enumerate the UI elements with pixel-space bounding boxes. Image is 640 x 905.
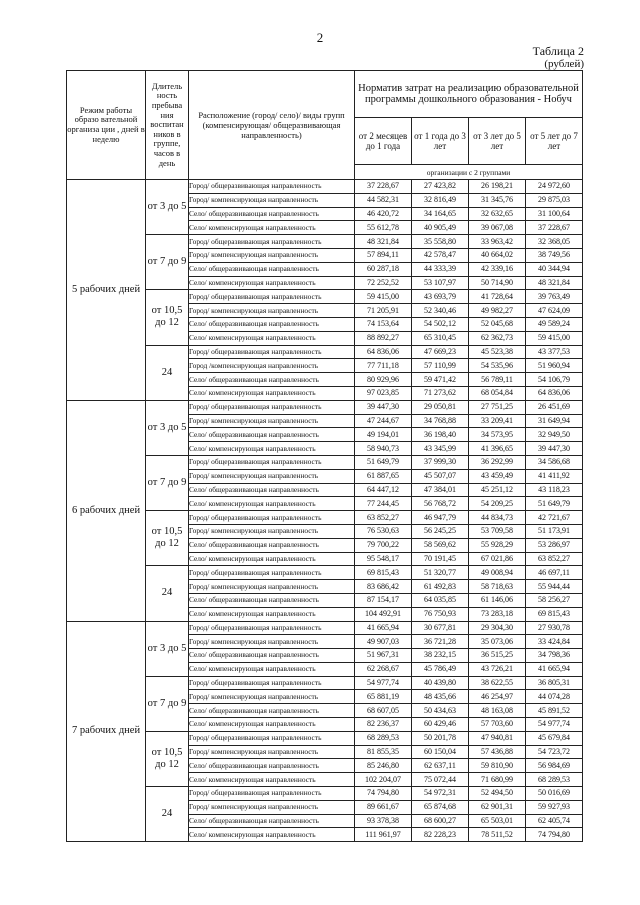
value-cell: 41 665,94 [526,662,583,676]
value-cell: 36 721,28 [412,635,469,649]
mode-cell: 6 рабочих дней [67,400,146,621]
value-cell: 85 246,80 [355,759,412,773]
value-cell: 93 378,38 [355,814,412,828]
value-cell: 54 977,74 [526,718,583,732]
value-cell: 34 586,68 [526,455,583,469]
value-cell: 34 164,65 [412,207,469,221]
duration-cell: 24 [146,345,189,400]
value-cell: 43 377,53 [526,345,583,359]
value-cell: 30 677,81 [412,621,469,635]
value-cell: 40 344,94 [526,262,583,276]
location-cell: Город/ общеразвивающая направленность [189,621,355,635]
duration-cell: от 3 до 5 [146,621,189,676]
value-cell: 45 523,38 [469,345,526,359]
value-cell: 67 021,86 [469,552,526,566]
value-cell: 54 106,79 [526,373,583,387]
value-cell: 59 927,93 [526,800,583,814]
table-row [67,400,583,414]
value-cell: 41 665,94 [355,621,412,635]
location-cell: Село/ общеразвивающая направленность [189,483,355,497]
location-cell: Город/ общеразвивающая направленность [189,345,355,359]
value-cell: 41 396,65 [469,442,526,456]
value-cell: 47 244,67 [355,414,412,428]
location-cell: Село/ общеразвивающая направленность [189,704,355,718]
location-cell: Село/ компенсирующая направленность [189,718,355,732]
value-cell: 34 768,88 [412,414,469,428]
value-cell: 63 852,27 [526,552,583,566]
page-number: 2 [316,30,324,45]
value-cell: 46 697,11 [526,566,583,580]
value-cell: 48 321,84 [526,276,583,290]
value-cell: 33 963,42 [469,235,526,249]
value-cell: 63 852,27 [355,511,412,525]
location-cell: Город/ общеразвивающая направленность [189,455,355,469]
value-cell: 69 815,43 [526,607,583,621]
value-cell: 65 874,68 [412,800,469,814]
value-cell: 50 714,90 [469,276,526,290]
value-cell: 52 340,46 [412,304,469,318]
location-cell: Село/ компенсирующая направленность [189,773,355,787]
value-cell: 72 252,52 [355,276,412,290]
location-cell: Село/ общеразвивающая направленность [189,373,355,387]
value-cell: 41 411,92 [526,469,583,483]
value-cell: 39 067,08 [469,221,526,235]
location-cell: Город/ компенсирующая направленность [189,414,355,428]
value-cell: 60 429,46 [412,718,469,732]
value-cell: 47 624,09 [526,304,583,318]
value-cell: 89 661,67 [355,800,412,814]
value-cell: 54 209,25 [469,497,526,511]
value-cell: 40 664,02 [469,248,526,262]
value-cell: 51 320,77 [412,566,469,580]
duration-cell: от 7 до 9 [146,676,189,731]
value-cell: 46 947,79 [412,511,469,525]
value-cell: 62 901,31 [469,800,526,814]
value-cell: 31 345,76 [469,193,526,207]
value-cell: 65 881,19 [355,690,412,704]
location-cell: Город/ компенсирующая направленность [189,635,355,649]
value-cell: 33 424,84 [526,635,583,649]
value-cell: 40 439,80 [412,676,469,690]
value-cell: 57 436,88 [469,745,526,759]
value-cell: 39 447,30 [526,442,583,456]
duration-cell: от 10,5 до 12 [146,511,189,566]
value-cell: 49 907,03 [355,635,412,649]
value-cell: 59 471,42 [412,373,469,387]
duration-cell: 24 [146,787,189,842]
value-cell: 79 700,22 [355,538,412,552]
header-norm: Норматив затрат на реализацию образовательной программы дошкольного образования - Нобуч [355,71,583,118]
value-cell: 44 074,28 [526,690,583,704]
value-cell: 44 333,39 [412,262,469,276]
value-cell: 56 245,25 [412,524,469,538]
value-cell: 71 680,99 [469,773,526,787]
location-cell: Село/ компенсирующая направленность [189,331,355,345]
value-cell: 50 434,63 [412,704,469,718]
value-cell: 43 459,49 [469,469,526,483]
location-cell: Село/ общеразвивающая направленность [189,428,355,442]
table-row [67,180,583,194]
value-cell: 26 198,21 [469,180,526,194]
location-cell: Город/ компенсирующая направленность [189,745,355,759]
value-cell: 62 405,74 [526,814,583,828]
value-cell: 36 198,40 [412,428,469,442]
value-cell: 65 503,01 [469,814,526,828]
table-unit: (рублей) [544,58,584,70]
value-cell: 42 339,16 [469,262,526,276]
value-cell: 61 492,83 [412,580,469,594]
location-cell: Село/ общеразвивающая направленность [189,649,355,663]
value-cell: 45 891,52 [526,704,583,718]
value-cell: 37 228,67 [355,180,412,194]
value-cell: 62 362,73 [469,331,526,345]
value-cell: 40 905,49 [412,221,469,235]
value-cell: 43 726,21 [469,662,526,676]
value-cell: 34 798,36 [526,649,583,663]
location-cell: Город/ общеразвивающая направленность [189,290,355,304]
value-cell: 54 972,31 [412,787,469,801]
value-cell: 53 107,97 [412,276,469,290]
value-cell: 57 894,11 [355,248,412,262]
value-cell: 68 289,53 [355,731,412,745]
value-cell: 54 723,72 [526,745,583,759]
value-cell: 73 283,18 [469,607,526,621]
duration-cell: от 3 до 5 [146,400,189,455]
value-cell: 37 228,67 [526,221,583,235]
value-cell: 71 205,91 [355,304,412,318]
value-cell: 88 892,27 [355,331,412,345]
value-cell: 45 786,49 [412,662,469,676]
value-cell: 53 286,97 [526,538,583,552]
value-cell: 42 721,67 [526,511,583,525]
duration-cell: от 7 до 9 [146,455,189,510]
location-cell: Город/ общеразвивающая направленность [189,676,355,690]
value-cell: 102 204,07 [355,773,412,787]
value-cell: 32 632,65 [469,207,526,221]
value-cell: 59 810,90 [469,759,526,773]
location-cell: Город/ общеразвивающая направленность [189,731,355,745]
value-cell: 82 228,23 [412,828,469,842]
value-cell: 49 982,27 [469,304,526,318]
value-cell: 62 268,67 [355,662,412,676]
value-cell: 45 251,12 [469,483,526,497]
location-cell: Город/ компенсирующая направленность [189,690,355,704]
value-cell: 61 887,65 [355,469,412,483]
value-cell: 68 054,84 [469,386,526,400]
value-cell: 77 244,45 [355,497,412,511]
location-cell: Город /компенсирующая направленность [189,359,355,373]
value-cell: 42 578,47 [412,248,469,262]
value-cell: 47 669,23 [412,345,469,359]
value-cell: 27 423,82 [412,180,469,194]
location-cell: Село/ общеразвивающая направленность [189,759,355,773]
value-cell: 32 816,49 [412,193,469,207]
value-cell: 47 384,01 [412,483,469,497]
value-cell: 104 492,91 [355,607,412,621]
value-cell: 45 507,07 [412,469,469,483]
value-cell: 80 929,96 [355,373,412,387]
value-cell: 51 649,79 [355,455,412,469]
value-cell: 38 622,55 [469,676,526,690]
value-cell: 44 582,31 [355,193,412,207]
location-cell: Село/ компенсирующая направленность [189,386,355,400]
value-cell: 53 709,58 [469,524,526,538]
value-cell: 51 173,91 [526,524,583,538]
value-cell: 111 961,97 [355,828,412,842]
value-cell: 62 637,11 [412,759,469,773]
location-cell: Город/ компенсирующая направленность [189,469,355,483]
value-cell: 43 693,79 [412,290,469,304]
value-cell: 83 686,42 [355,580,412,594]
value-cell: 31 649,94 [526,414,583,428]
value-cell: 59 415,00 [526,331,583,345]
value-cell: 68 600,27 [412,814,469,828]
value-cell: 78 511,52 [469,828,526,842]
value-cell: 57 110,99 [412,359,469,373]
value-cell: 41 728,64 [469,290,526,304]
header-age-1: от 2 месяцев до 1 года [355,118,412,165]
value-cell: 68 607,05 [355,704,412,718]
value-cell: 97 023,85 [355,386,412,400]
value-cell: 64 836,06 [355,345,412,359]
duration-cell: от 10,5 до 12 [146,290,189,345]
value-cell: 65 310,45 [412,331,469,345]
value-cell: 74 794,80 [355,787,412,801]
table-body [67,180,583,842]
location-cell: Село/ компенсирующая направленность [189,497,355,511]
location-cell: Город/ общеразвивающая направленность [189,566,355,580]
value-cell: 76 530,63 [355,524,412,538]
location-cell: Город/ общеразвивающая направленность [189,400,355,414]
value-cell: 50 016,69 [526,787,583,801]
header-location: Расположение (город/ село)/ виды групп (компенсирующая/ общеразвивающая направленность) [189,71,355,180]
value-cell: 57 703,60 [469,718,526,732]
value-cell: 58 569,62 [412,538,469,552]
location-cell: Село/ общеразвивающая направленность [189,317,355,331]
value-cell: 32 949,50 [526,428,583,442]
value-cell: 69 815,43 [355,566,412,580]
location-cell: Село/ компенсирующая направленность [189,828,355,842]
value-cell: 77 711,18 [355,359,412,373]
value-cell: 37 999,30 [412,455,469,469]
value-cell: 49 008,94 [469,566,526,580]
value-cell: 38 749,56 [526,248,583,262]
location-cell: Село/ общеразвивающая направленность [189,262,355,276]
location-cell: Село/ общеразвивающая направленность [189,538,355,552]
location-cell: Город/ компенсирующая направленность [189,304,355,318]
value-cell: 52 045,68 [469,317,526,331]
location-cell: Город/ общеразвивающая направленность [189,235,355,249]
value-cell: 39 447,30 [355,400,412,414]
duration-cell: от 10,5 до 12 [146,731,189,786]
mode-cell: 5 рабочих дней [67,180,146,401]
value-cell: 29 050,81 [412,400,469,414]
value-cell: 44 834,73 [469,511,526,525]
value-cell: 52 494,50 [469,787,526,801]
value-cell: 74 794,80 [526,828,583,842]
value-cell: 55 928,29 [469,538,526,552]
header-duration: Длитель ность пребыва ния воспитан ников в группе, часов в день [146,71,189,180]
location-cell: Город/ компенсирующая направленность [189,524,355,538]
value-cell: 55 944,44 [526,580,583,594]
value-cell: 54 535,96 [469,359,526,373]
location-cell: Село/ общеразвивающая направленность [189,814,355,828]
value-cell: 60 287,18 [355,262,412,276]
header-age-2: от 1 года до 3 лет [412,118,469,165]
value-cell: 56 768,72 [412,497,469,511]
value-cell: 51 649,79 [526,497,583,511]
header-mode: Режим работы образо вательной организа ции , дней в неделю [67,71,146,180]
value-cell: 71 273,62 [412,386,469,400]
location-cell: Село/ компенсирующая направленность [189,276,355,290]
table-caption: Таблица 2 [532,44,584,58]
location-cell: Город/ компенсирующая направленность [189,248,355,262]
value-cell: 68 289,53 [526,773,583,787]
value-cell: 61 146,06 [469,593,526,607]
location-cell: Село/ общеразвивающая направленность [189,207,355,221]
value-cell: 58 940,73 [355,442,412,456]
value-cell: 49 589,24 [526,317,583,331]
value-cell: 43 345,99 [412,442,469,456]
value-cell: 82 236,37 [355,718,412,732]
location-cell: Село/ общеразвивающая направленность [189,593,355,607]
value-cell: 56 984,69 [526,759,583,773]
value-cell: 31 100,64 [526,207,583,221]
value-cell: 34 573,95 [469,428,526,442]
value-cell: 29 875,03 [526,193,583,207]
value-cell: 50 201,78 [412,731,469,745]
value-cell: 76 750,93 [412,607,469,621]
value-cell: 29 304,30 [469,621,526,635]
location-cell: Село/ компенсирующая направленность [189,552,355,566]
location-cell: Село/ компенсирующая направленность [189,607,355,621]
location-cell: Город/ компенсирующая направленность [189,800,355,814]
value-cell: 60 150,04 [412,745,469,759]
value-cell: 87 154,17 [355,593,412,607]
location-cell: Город/ общеразвивающая направленность [189,511,355,525]
value-cell: 58 718,63 [469,580,526,594]
value-cell: 51 960,94 [526,359,583,373]
location-cell: Село/ компенсирующая направленность [189,442,355,456]
value-cell: 64 447,12 [355,483,412,497]
value-cell: 56 789,11 [469,373,526,387]
mode-cell: 7 рабочих дней [67,621,146,842]
value-cell: 27 930,78 [526,621,583,635]
value-cell: 36 515,25 [469,649,526,663]
value-cell: 36 805,31 [526,676,583,690]
value-cell: 81 855,35 [355,745,412,759]
value-cell: 54 502,12 [412,317,469,331]
value-cell: 75 072,44 [412,773,469,787]
value-cell: 64 035,85 [412,593,469,607]
value-cell: 35 558,80 [412,235,469,249]
value-cell: 48 321,84 [355,235,412,249]
value-cell: 95 548,17 [355,552,412,566]
value-cell: 36 292,99 [469,455,526,469]
value-cell: 27 751,25 [469,400,526,414]
location-cell: Село/ компенсирующая направленность [189,662,355,676]
value-cell: 32 368,05 [526,235,583,249]
table-row [67,621,583,635]
norm-table [66,70,583,842]
duration-cell: от 3 до 5 [146,180,189,235]
header-age-3: от 3 лет до 5 лет [469,118,526,165]
location-cell: Город/ компенсирующая направленность [189,193,355,207]
value-cell: 46 420,72 [355,207,412,221]
value-cell: 35 073,06 [469,635,526,649]
value-cell: 49 194,01 [355,428,412,442]
duration-cell: от 7 до 9 [146,235,189,290]
header-age-4: от 5 лет до 7 лет [526,118,583,165]
location-cell: Село/ компенсирующая направленность [189,221,355,235]
value-cell: 70 191,45 [412,552,469,566]
value-cell: 24 972,60 [526,180,583,194]
value-cell: 26 451,69 [526,400,583,414]
location-cell: Город/ общеразвивающая направленность [189,180,355,194]
value-cell: 47 940,81 [469,731,526,745]
value-cell: 38 232,15 [412,649,469,663]
location-cell: Город/ компенсирующая направленность [189,580,355,594]
header-subheader: организации с 2 группами [355,165,583,180]
duration-cell: 24 [146,566,189,621]
value-cell: 45 679,84 [526,731,583,745]
value-cell: 64 836,06 [526,386,583,400]
value-cell: 55 612,78 [355,221,412,235]
value-cell: 58 256,27 [526,593,583,607]
value-cell: 54 977,74 [355,676,412,690]
value-cell: 33 209,41 [469,414,526,428]
value-cell: 74 153,64 [355,317,412,331]
value-cell: 59 415,00 [355,290,412,304]
value-cell: 46 254,97 [469,690,526,704]
value-cell: 51 967,31 [355,649,412,663]
value-cell: 39 763,49 [526,290,583,304]
value-cell: 48 435,66 [412,690,469,704]
value-cell: 43 118,23 [526,483,583,497]
location-cell: Город/ общеразвивающая направленность [189,787,355,801]
value-cell: 48 163,08 [469,704,526,718]
